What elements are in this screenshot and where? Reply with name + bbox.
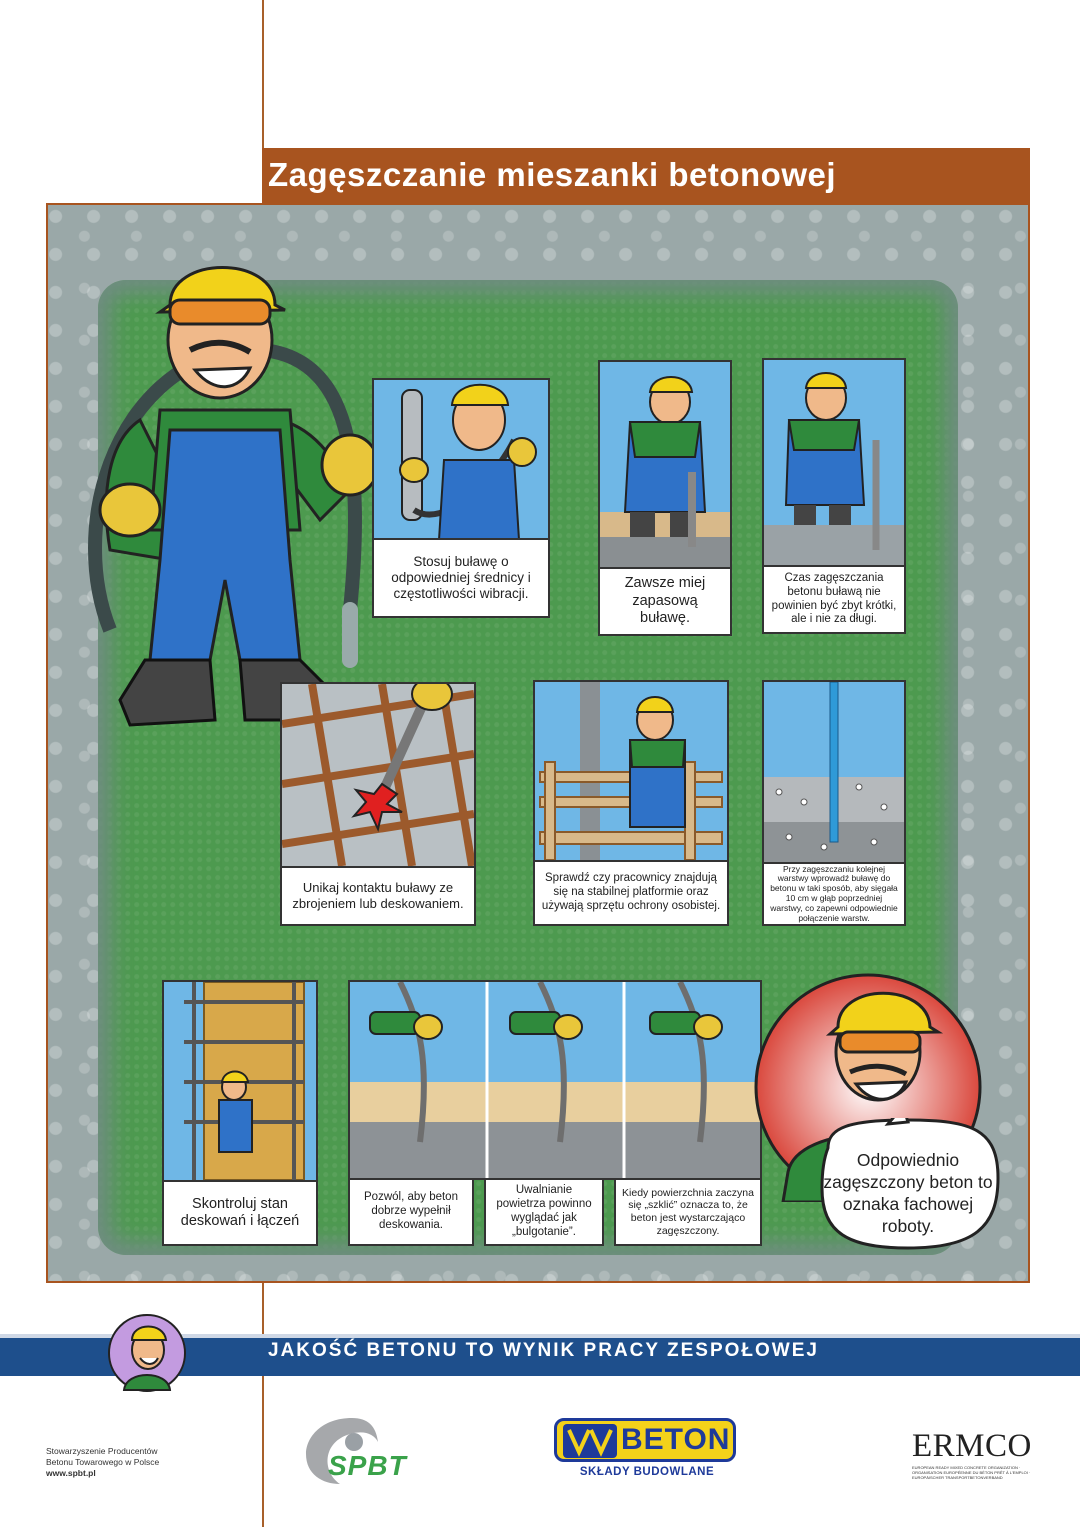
panel-1-caption: Stosuj buławę o odpowiedniej średnicy i częstotliwości wibracji. [374,538,548,616]
panel-7-caption: Skontroluj stan deskowań i łączeń [164,1180,316,1244]
beton-logo-plate [554,1418,736,1462]
panel-4-illustration [282,684,474,866]
page-title: Zagęszczanie mieszanki betonowej [268,156,837,193]
panel-4-caption: Unikaj kontaktu buławy ze zbrojeniem lub deskowaniem. [282,866,474,924]
panel-6-caption: Przy zagęszczaniu kolejnej warstwy wprowadź buławę do betonu w taki sposób, aby sięgała 10 cm w głąb poprzedniej warstwy, co zapewni odpowiednie połączenie warstw. [764,862,904,924]
panel-2-caption: Zawsze miej zapasową buławę. [600,567,730,634]
slogan-label: JAKOŚĆ BETONU TO WYNIK PRACY ZESPOŁOWEJ [268,1340,819,1361]
panel-strip-illustration [350,982,760,1178]
panel-spare-vibrator [598,360,732,636]
beton-logo-mark [563,1424,617,1458]
org-info [46,1446,159,1479]
spbt-logo-text: SPBT [328,1450,407,1481]
panel-2-illustration [600,362,730,567]
worker-mascot-illustration [50,230,400,750]
panel-check-formwork [162,980,318,1246]
panel-8-caption: Pozwól, aby beton dobrze wypełnił deskowania. [348,1178,474,1246]
ermco-logo [912,1430,1034,1480]
panel-vibrator-choice [372,378,550,618]
speech-bubble-text: Odpowiednio zagęszczony beton to oznaka fachowej roboty. [823,1150,993,1236]
org-line-2: Betonu Towarowego w Polsce [46,1457,160,1468]
panel-compaction-time [762,358,906,634]
spbt-logo [302,1412,412,1486]
ermco-logo-text: ERMCO [912,1428,1032,1464]
beton-logo-text: BETON [621,1423,731,1456]
panel-7-illustration [164,982,316,1180]
beton-logo [554,1418,740,1480]
panel-5-illustration [535,682,727,860]
panel-5-caption: Sprawdź czy pracownicy znajdują się na stabilnej platformie oraz używają sprzętu ochrony osobistej. [535,860,727,924]
panel-stable-platform [533,680,729,926]
beton-logo-subtitle: SKŁADY BUDOWLANE [579,1466,715,1478]
org-url-link[interactable]: www.spbt.pl [46,1468,96,1479]
panel-9-caption: Uwalnianie powietrza powinno wyglądać jak „bulgotanie”. [484,1178,604,1246]
bottom-rule-line [262,1283,264,1527]
panel-6-illustration [764,682,904,862]
mascot-badge-icon [106,1312,188,1394]
org-line-1: Stowarzyszenie Producentów [46,1446,158,1456]
panel-strip-compaction-stages [348,980,762,1180]
top-rule-line [262,0,264,150]
ermco-logo-subtitle: EUROPEAN READY MIXED CONCRETE ORGANIZATION · ORGANISATION EUROPÉENNE DU BÉTON PRÊT À L'EMPLOI · EUROPÄISCHER TRANSPORTBETONVERBAND [912,1465,1031,1480]
slogan-text [268,1340,819,1362]
panel-1-illustration [374,380,548,540]
panel-3-illustration [764,360,904,565]
panel-avoid-rebar [280,682,476,926]
panel-10-caption: Kiedy powierzchnia zaczyna się „szklić” oznacza to, że beton jest wystarczająco zagęszczony. [614,1178,762,1246]
panel-layer-penetration [762,680,906,926]
panel-3-caption: Czas zagęszczania betonu buławą nie powinien być zbyt krótki, ale i nie za długi. [764,565,904,632]
